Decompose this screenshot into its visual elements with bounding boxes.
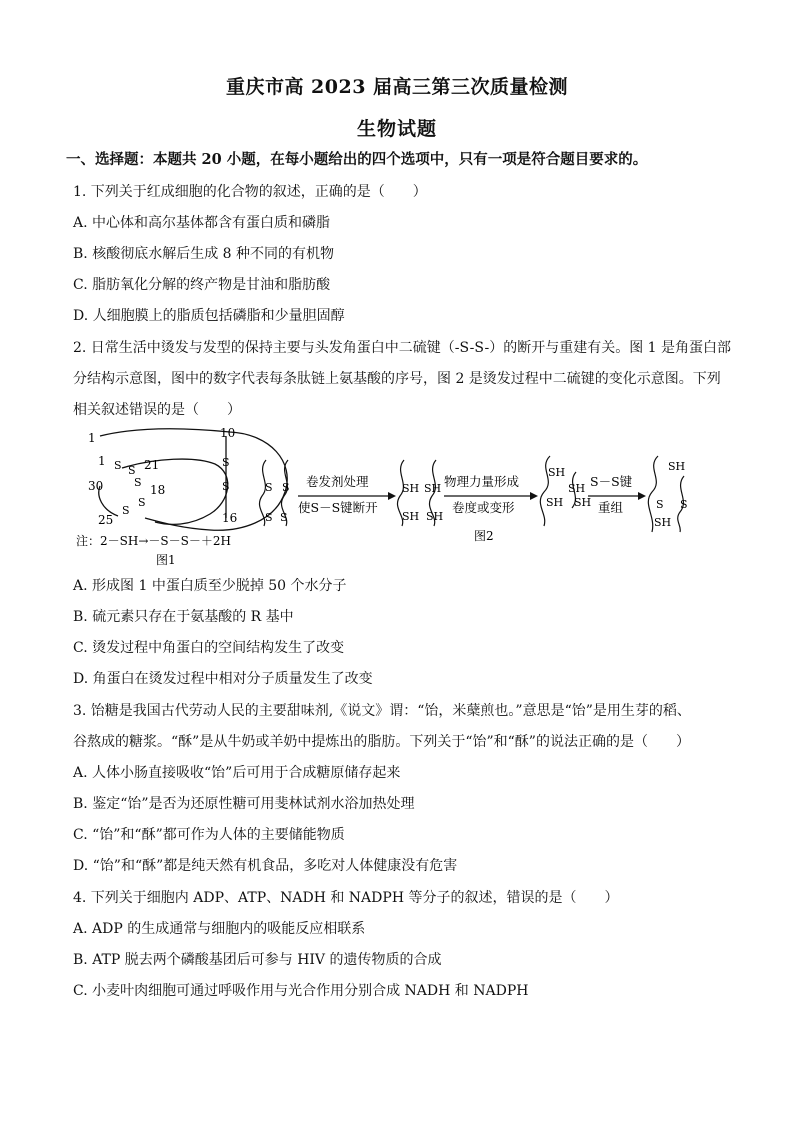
fig2-step1-line1: 卷发剂处理 — [306, 474, 369, 489]
fig1-num-16: 16 — [222, 511, 238, 525]
svg-text:S: S — [656, 498, 664, 511]
section-heading: 一、选择题：本题共 20 小题，在每小题给出的四个选项中，只有一项是符合题目要求的。 — [66, 151, 648, 168]
q4-stem: 4. 下列关于细胞内 ADP、ATP、NADH 和 NADPH 等分子的叙述，错误的是（ ） — [73, 890, 619, 906]
q1-option-a: A. 中心体和高尔基体都含有蛋白质和磷脂 — [73, 215, 331, 231]
fig2-step2-line1: 物理力量形成 — [444, 474, 520, 489]
fig1-num-30: 30 — [88, 479, 104, 493]
exam-title: 重庆市高 2023 届高三第三次质量检测 — [225, 76, 569, 98]
svg-text:SH: SH — [402, 510, 420, 523]
q3-option-d: D. “饴”和“酥”都是纯天然有机食品，多吃对人体健康没有危害 — [73, 858, 458, 874]
q2-option-a: A. 形成图 1 中蛋白质至少脱掉 50 个水分子 — [73, 578, 347, 594]
svg-text:SH: SH — [668, 460, 686, 473]
fig1-num-25: 25 — [98, 513, 114, 527]
fig1-s: S — [114, 459, 122, 472]
q3-option-c: C. “饴”和“酥”都可作为人体的主要储能物质 — [73, 827, 345, 843]
q2-figure — [70, 422, 710, 572]
svg-text:S: S — [680, 498, 688, 511]
fig1-caption: 图1 — [156, 553, 176, 567]
fig2-step1-line2: 使S－S键断开 — [298, 500, 378, 515]
fig1-inner-chain — [122, 459, 228, 524]
svg-text:SH: SH — [402, 482, 420, 495]
svg-text:SH: SH — [546, 496, 564, 509]
q3-stem-line-1: 3. 饴糖是我国古代劳动人民的主要甜味剂,《说文》谓：“饴，米蘖煎也。”意思是“饴”是用生芽的稻、 — [73, 703, 691, 719]
q2-stem-line-1: 2. 日常生活中烫发与发型的保持主要与头发角蛋白中二硫键（-S-S-）的断开与重建有关。图 1 是角蛋白部 — [73, 340, 732, 356]
q1-stem: 1. 下列关于红成细胞的化合物的叙述，正确的是（ ） — [73, 184, 427, 200]
q2-stem-line-3: 相关叙述错误的是（ ） — [73, 402, 241, 418]
fig1-note: 注：2－SH→－S－S－＋2H — [76, 534, 231, 548]
subject-title: 生物试题 — [356, 118, 437, 140]
q3-option-a: A. 人体小肠直接吸收“饴”后可用于合成糖原储存起来 — [73, 765, 401, 781]
svg-text:S: S — [265, 511, 273, 524]
svg-text:SH: SH — [654, 516, 672, 529]
fig1-s: S — [122, 504, 130, 517]
q2-option-c: C. 烫发过程中角蛋白的空间结构发生了改变 — [73, 640, 345, 656]
fig1-s: S — [134, 476, 142, 489]
svg-text:SH: SH — [574, 496, 592, 509]
q2-option-b: B. 硫元素只存在于氨基酸的 R 基中 — [73, 609, 294, 625]
fig2-step3-line1: S－S键 — [590, 474, 633, 489]
svg-text:SH: SH — [548, 466, 566, 479]
fig1-s: S — [222, 480, 230, 493]
q1-option-c: C. 脂肪氧化分解的终产物是甘油和脂肪酸 — [73, 277, 331, 293]
q4-option-c: C. 小麦叶肉细胞可通过呼吸作用与光合作用分别合成 NADH 和 NADPH — [73, 983, 529, 999]
q4-option-b: B. ATP 脱去两个磷酸基团后可参与 HIV 的遗传物质的合成 — [73, 952, 442, 968]
fig1-num-18: 18 — [150, 483, 166, 497]
svg-text:SH: SH — [568, 482, 586, 495]
q1-option-b: B. 核酸彻底水解后生成 8 种不同的有机物 — [73, 246, 334, 262]
fig2-step3-line2: 重组 — [598, 500, 624, 515]
svg-text:SH: SH — [426, 510, 444, 523]
fig1-num-1a: 1 — [88, 431, 96, 445]
q2-stem-line-2: 分结构示意图，图中的数字代表每条肽链上氨基酸的序号，图 2 是烫发过程中二硫键的变化示意图。下列 — [73, 371, 721, 387]
svg-text:SH: SH — [424, 482, 442, 495]
fig1-num-1b: 1 — [98, 454, 106, 468]
q4-option-a: A. ADP 的生成通常与细胞内的吸能反应相联系 — [73, 921, 366, 937]
fig1-num-10: 10 — [220, 426, 236, 440]
svg-text:S: S — [265, 481, 273, 494]
fig2-step2-line2: 卷度或变形 — [452, 500, 515, 515]
q3-stem-line-2: 谷熬成的糖浆。“酥”是从牛奶或羊奶中提炼出的脂肪。下列关于“饴”和“酥”的说法正确的是（ ） — [73, 734, 690, 750]
q2-option-d: D. 角蛋白在烫发过程中相对分子质量发生了改变 — [73, 671, 373, 687]
fig1-s: S — [138, 496, 146, 509]
q3-option-b: B. 鉴定“饴”是否为还原性糖可用斐林试剂水浴加热处理 — [73, 796, 415, 812]
q1-option-d: D. 人细胞膜上的脂质包括磷脂和少量胆固醇 — [73, 308, 345, 324]
fig1-s: S — [128, 464, 136, 477]
fig2-caption: 图2 — [474, 529, 494, 543]
svg-text:S: S — [282, 481, 290, 494]
fig1-s: S — [222, 456, 230, 469]
svg-text:S: S — [280, 511, 288, 524]
fig1-num-21: 21 — [144, 458, 160, 472]
